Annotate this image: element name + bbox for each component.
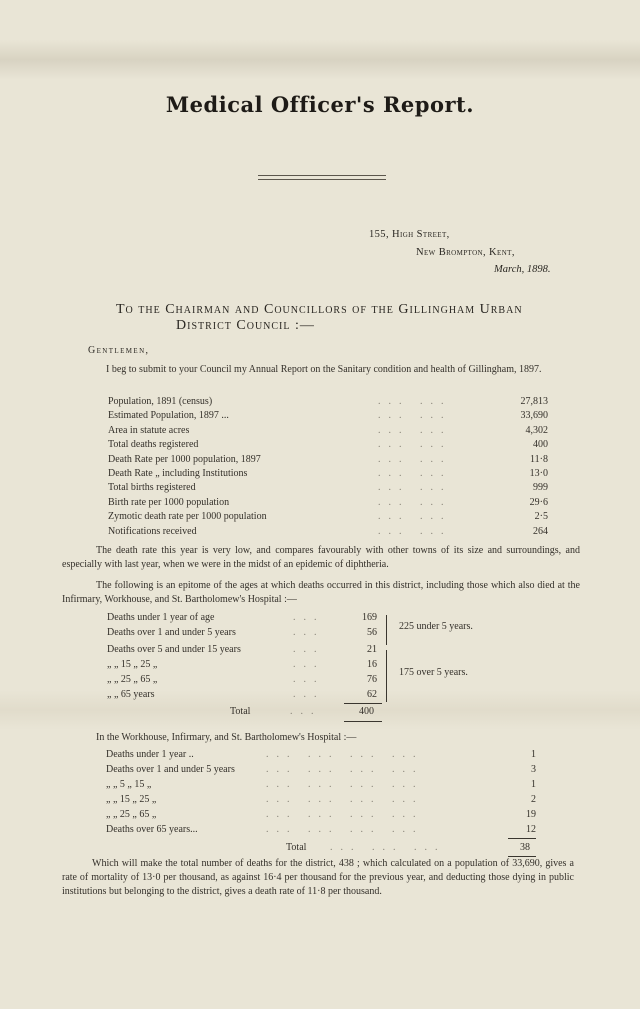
ages-row-label: „ „ 65 years bbox=[107, 689, 155, 700]
ages-total-row bbox=[230, 705, 380, 719]
stats-row-value: 4,302 bbox=[525, 424, 548, 436]
stats-row bbox=[108, 453, 548, 467]
stats-row-label: Population, 1891 (census) bbox=[108, 396, 213, 407]
stats-row-value: 29·6 bbox=[529, 496, 548, 508]
workhouse-total-dots: ... ... ... bbox=[330, 842, 446, 853]
ages-row-value: 21 bbox=[367, 644, 377, 655]
addressee-line-1: To the Chairman and Councillors of the Gillingham Urban bbox=[116, 302, 523, 317]
death-rate-paragraph: The death rate this year is very low, and compares favourably with other towns of its size and surroundings, and especially with last year, when we were in the midst of an epidemic of diphtheria. bbox=[62, 545, 580, 570]
ages-row-label: Deaths under 1 year of age bbox=[107, 612, 215, 623]
addressee-line-2: District Council :— bbox=[176, 318, 315, 333]
stats-row-leader-dots: ... ... bbox=[378, 410, 452, 422]
stats-row-leader-dots: ... ... bbox=[378, 439, 452, 451]
stats-row-label: Notifications received bbox=[108, 525, 197, 537]
ages-row-leader-dots: ... bbox=[293, 627, 325, 638]
ages-row-leader-dots: ... bbox=[293, 659, 325, 670]
workhouse-intro: In the Workhouse, Infirmary, and St. Bartholomew's Hospital :— bbox=[96, 732, 357, 743]
workhouse-row-leader-dots: ... ... ... ... bbox=[266, 749, 424, 760]
stats-row bbox=[108, 438, 548, 452]
workhouse-sum-rule bbox=[508, 838, 536, 839]
ages-row bbox=[107, 688, 377, 702]
stats-row-label: Zymotic death rate per 1000 population bbox=[108, 511, 267, 523]
workhouse-row-leader-dots: ... ... ... ... bbox=[266, 824, 424, 835]
workhouse-row-leader-dots: ... ... ... ... bbox=[266, 779, 424, 790]
stats-row-leader-dots: ... ... bbox=[378, 482, 452, 494]
workhouse-row-leader-dots: ... ... ... ... bbox=[266, 794, 424, 805]
stats-row-value: 999 bbox=[533, 482, 548, 494]
paper-stain bbox=[0, 40, 640, 80]
salutation: Gentlemen, bbox=[88, 345, 150, 356]
ages-row-value: 16 bbox=[367, 659, 377, 670]
workhouse-row-leader-dots: ... ... ... ... bbox=[266, 809, 424, 820]
ages-row-value: 76 bbox=[367, 674, 377, 685]
address-town: New Brompton, Kent, bbox=[416, 247, 515, 258]
ages-row-value: 56 bbox=[367, 627, 377, 638]
ages-row-label: „ „ 25 „ 65 „ bbox=[107, 674, 158, 685]
stats-row-leader-dots: ... ... bbox=[378, 424, 452, 436]
ages-row-leader-dots: ... bbox=[293, 612, 325, 623]
stats-row bbox=[108, 481, 548, 495]
bracket-over-5 bbox=[386, 650, 387, 702]
intro-paragraph: I beg to submit to your Council my Annual Report on the Sanitary condition and health of Gillingham, 1897. bbox=[106, 364, 542, 375]
workhouse-total-value: 38 bbox=[520, 842, 530, 853]
epitome-paragraph: The following is an epitome of the ages at which deaths occurred in this district, including those which also died at the Infirmary, Workhouse, and St. Bartholomew's Hospital :— bbox=[62, 580, 580, 605]
stats-row bbox=[108, 525, 548, 539]
ages-row-value: 62 bbox=[367, 689, 377, 700]
stats-row-value: 11·8 bbox=[530, 453, 548, 465]
ages-row bbox=[107, 611, 377, 625]
workhouse-row bbox=[106, 793, 536, 807]
stats-row-value: 27,813 bbox=[520, 396, 548, 407]
ages-row-leader-dots: ... bbox=[293, 644, 325, 655]
workhouse-row bbox=[106, 763, 536, 777]
ages-total-label: Total bbox=[230, 706, 251, 717]
stats-row-label: Birth rate per 1000 population bbox=[108, 496, 230, 508]
workhouse-row-label: Deaths under 1 year .. bbox=[106, 749, 194, 760]
final-paragraph: Which will make the total number of deaths for the district, 438 ; which calculated on a population of 33,690, gives a rate of mortality of 13·0 per thousand, as against 16·4 per thousand for the previous year, and deducting those dying in public institutions but belonging to the district, gives a death rate of 11·8 per thousand. bbox=[62, 858, 574, 897]
workhouse-row-value: 12 bbox=[526, 824, 536, 835]
stats-row-label: Total births registered bbox=[108, 482, 196, 494]
ages-row-label: Deaths over 1 and under 5 years bbox=[107, 627, 236, 638]
stats-row-value: 400 bbox=[533, 439, 548, 451]
ages-total-dots: ... bbox=[290, 706, 322, 717]
stats-row-value: 33,690 bbox=[520, 410, 548, 422]
workhouse-row bbox=[106, 808, 536, 822]
ages-row bbox=[107, 643, 377, 657]
ages-row-value: 169 bbox=[362, 612, 377, 623]
workhouse-row-label: „ „ 5 „ 15 „ bbox=[106, 779, 152, 790]
stats-row-leader-dots: ... ... bbox=[378, 396, 452, 407]
workhouse-row bbox=[106, 748, 536, 762]
workhouse-row-leader-dots: ... ... ... ... bbox=[266, 764, 424, 775]
ages-row bbox=[107, 658, 377, 672]
stats-row-label: Death Rate per 1000 population, 1897 bbox=[108, 453, 261, 465]
workhouse-row bbox=[106, 823, 536, 837]
stats-row bbox=[108, 409, 548, 423]
workhouse-row-label: „ „ 15 „ 25 „ bbox=[106, 794, 157, 805]
workhouse-row-value: 1 bbox=[531, 749, 536, 760]
workhouse-row-label: Deaths over 1 and under 5 years bbox=[106, 764, 235, 775]
workhouse-row-label: „ „ 25 „ 65 „ bbox=[106, 809, 157, 820]
workhouse-row-value: 19 bbox=[526, 809, 536, 820]
stats-row-label: Total deaths registered bbox=[108, 439, 199, 451]
address-date: March, 1898. bbox=[494, 264, 551, 275]
workhouse-row-value: 3 bbox=[531, 764, 536, 775]
title-rule-top bbox=[258, 175, 386, 176]
address-street: 155, High Street, bbox=[369, 229, 450, 240]
under-5-note: 225 under 5 years. bbox=[399, 621, 473, 632]
workhouse-row bbox=[106, 778, 536, 792]
title-rule-bottom bbox=[258, 179, 386, 180]
stats-row-leader-dots: ... ... bbox=[378, 468, 452, 479]
ages-sum-rule-bottom bbox=[344, 721, 382, 722]
stats-row bbox=[108, 467, 548, 481]
workhouse-row-value: 1 bbox=[531, 779, 536, 790]
workhouse-total-row bbox=[286, 841, 536, 855]
ages-row-label: „ „ 15 „ 25 „ bbox=[107, 659, 158, 670]
ages-row-leader-dots: ... bbox=[293, 674, 325, 685]
stats-row-leader-dots: ... ... bbox=[378, 511, 452, 523]
ages-row bbox=[107, 626, 377, 640]
stats-row-value: 2·5 bbox=[534, 511, 548, 523]
stats-row-label: Death Rate „ including Institutions bbox=[108, 468, 248, 479]
stats-row-leader-dots: ... ... bbox=[378, 525, 452, 537]
workhouse-total-label: Total bbox=[286, 842, 307, 853]
stats-row-leader-dots: ... ... bbox=[378, 453, 452, 465]
ages-row-leader-dots: ... bbox=[293, 689, 325, 700]
ages-row-label: Deaths over 5 and under 15 years bbox=[107, 644, 241, 655]
stats-row-label: Area in statute acres bbox=[108, 424, 190, 436]
bracket-under-5 bbox=[386, 615, 387, 645]
over-5-note: 175 over 5 years. bbox=[399, 667, 468, 678]
workhouse-table bbox=[106, 748, 536, 838]
stats-row-leader-dots: ... ... bbox=[378, 496, 452, 508]
stats-row-value: 264 bbox=[533, 525, 548, 537]
ages-sum-rule bbox=[344, 703, 382, 704]
workhouse-row-label: Deaths over 65 years... bbox=[106, 824, 198, 835]
stats-row bbox=[108, 395, 548, 409]
stats-row bbox=[108, 510, 548, 524]
stats-row-label: Estimated Population, 1897 ... bbox=[108, 410, 229, 422]
workhouse-row-value: 2 bbox=[531, 794, 536, 805]
page-title: Medical Officer's Report. bbox=[165, 92, 475, 117]
stats-row-value: 13·0 bbox=[529, 468, 548, 479]
ages-row bbox=[107, 673, 377, 687]
stats-table bbox=[108, 395, 548, 540]
stats-row bbox=[108, 496, 548, 510]
stats-row bbox=[108, 424, 548, 438]
ages-total-value: 400 bbox=[359, 706, 374, 717]
